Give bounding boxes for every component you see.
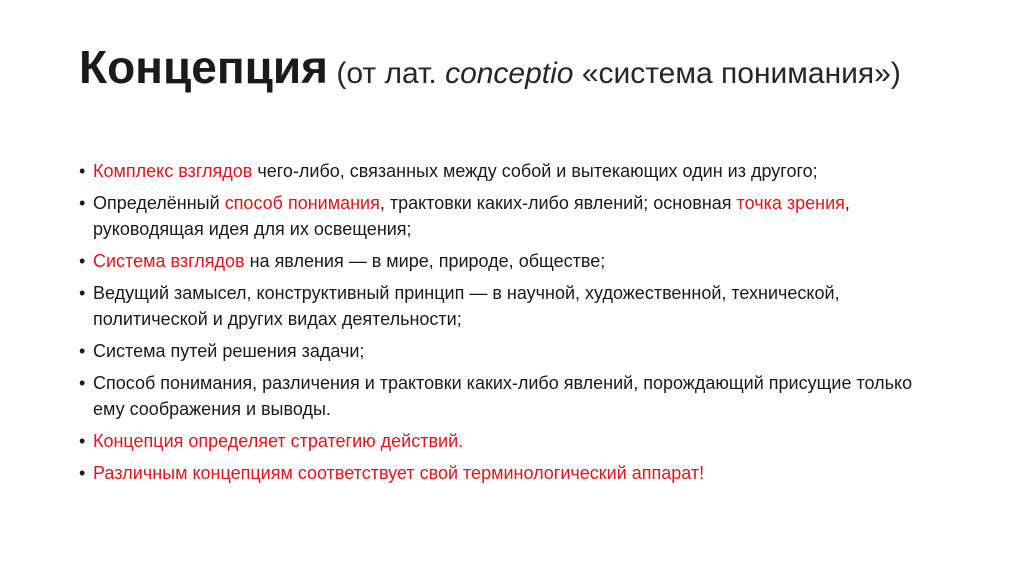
item-text: чего-либо, связанных между собой и вытекающих один из другого; [252,161,818,181]
item-text: Ведущий замысел, конструктивный принцип — в научной, художественной, технической, политической и других видах деятельности; [93,283,840,329]
list-item [79,190,929,242]
highlight-text: Комплекс взглядов [93,161,253,181]
item-text: Различным концепциям соответствует свой терминологический аппарат! [93,463,705,483]
item-text: Концепция определяет стратегию действий. [93,431,464,451]
highlight-text: способ понимания [224,193,380,213]
item-text: Определённый [93,193,225,213]
list-item [79,428,929,454]
item-text: Способ понимания, различения и трактовки каких-либо явлений, порождающий присущие только ему соображения и выводы. [93,373,913,419]
item-text: , трактовки каких-либо явлений; основная [379,193,737,213]
definition-list [79,158,929,492]
title-suffix: «система понимания») [573,57,901,90]
list-item [79,280,929,332]
title-prefix: (от лат. [328,57,446,90]
item-text: на явления — в мире, природе, обществе; [244,251,606,271]
slide-title [79,38,939,108]
title-main: Концепция [79,41,329,93]
title-etymology [328,57,901,90]
list-item [79,158,929,184]
title-latin-word: conceptio [445,57,574,90]
list-item [79,338,929,364]
highlight-text: Система взглядов [93,251,245,271]
item-text: , руководящая идея для их освещения; [93,193,850,239]
list-item [79,248,929,274]
item-text: Система путей решения задачи; [93,341,365,361]
highlight-text: точка зрения [736,193,845,213]
list-item [79,460,929,486]
list-item [79,370,929,422]
